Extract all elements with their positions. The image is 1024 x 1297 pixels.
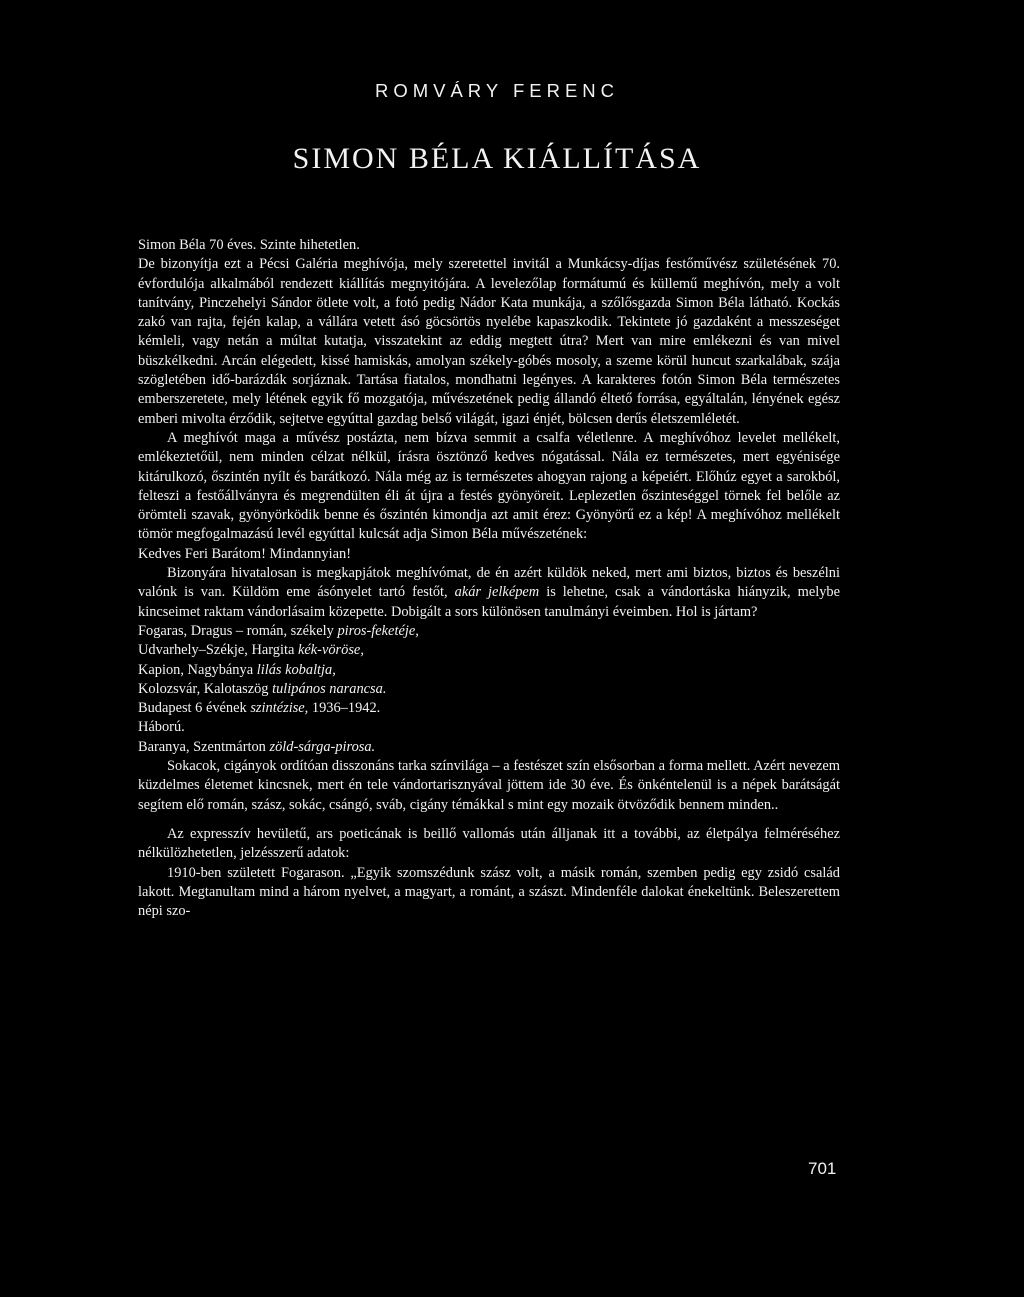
page-number: 701 xyxy=(808,1159,837,1178)
page xyxy=(122,80,842,921)
place-line xyxy=(138,738,840,757)
letter-text: Bizonyára hivatalosan is megkapjátok meghívómat, de én azért küldök neked, mert ami biztos, biztos és beszélni valónk is van. Küldöm eme ásónyelet tartó festőt, xyxy=(138,565,840,601)
paragraph-invitation: De bizonyítja ezt a Pécsi Galéria meghívója, mely szeretettel invitál a Munkácsy-díjas festőművész születésének 70. évfordulója alkalmából rendezett kiállítás megnyitójára. A levelezőlap formátumú és küllemű meghívón, mely a volt tanítvány, Pinczehelyi Sándor ötlete volt, a fotó pedig Nádor Kata munkája, a szőlősgazda Simon Béla látható. Kockás zakó van rajta, fején kalap, a vállára vetett ásó göcsörtös nyelébe kapaszkodik. Tekintete jó gazdaként a messzeséget kémleli, vagy netán a múltat kutatja, visszatekint az eddig megtett útra? Mert van mire emlékezni és van mivel büszkélkedni. Arcán elégedett, kissé hamiskás, amolyan székely-góbés mosoly, a szeme körül huncut szarkalábak, szája szögletében idő-barázdák sorjáznak. Tartása fiatalos, mondhatni legényes. A karakteres fotón Simon Béla természetes emberszeretete, mely létének egyik fő mozgatója, művészetének pedig állandó éltető forrása, egyáltalán, lényének egész emberi mivolta érződik, sejtetve egyúttal gazdag belső világát, igazi énjét, bölcsen derűs életszemléletét. xyxy=(138,256,840,427)
place-color: kék-vöröse, xyxy=(298,642,364,659)
paragraph-intro: Simon Béla 70 éves. Szinte hihetetlen. xyxy=(138,237,360,253)
place-text: Budapest 6 évének xyxy=(138,700,247,717)
place-color: szintézise, xyxy=(250,700,309,717)
letter-paragraph-2: Sokacok, cigányok ordítóan disszonáns tarka színvilága – a festészet szín elsősorban a forma mellett. Azért nevezem küzdelmes életemet kincsnek, mert én tele vándortarisznyával jöttem ide 30 éve. És önkéntelenül is a népek barátságát segítem elő román, szász, sokác, csángó, sváb, cigány témákkal s mint egy mozaik ötvöződik bennem minden.. xyxy=(138,758,840,813)
author-name: ROMVÁRY FERENC xyxy=(374,80,620,101)
place-color: lilás kobaltja, xyxy=(256,661,336,678)
letter-paragraph-1 xyxy=(138,564,840,622)
paragraph-letter-intro: A meghívót maga a művész postázta, nem bízva semmit a csalfa véletlenre. A meghívóhoz levelet mellékelt, emlékeztetőül, nem minden célzat nélkül, írásra ösztönző kedves nógatással. Nála ez természetes, mert egyénisége kitárulkozó, őszintén nyílt és barátkozó. Nála még az is természetes ahogyan rajong a képeiért. Előhúz egyet a sarokból, felteszi a festőállványra és megrendülten éli át újra a festés gyönyöreit. Leplezetlen őszinteséggel törnek fel belőle az örömteli szavak, gyönyörködik benne és őszintén kimondja azt amit érez: Gyönyörű ez a kép! A meghívóhoz mellékelt tömör megfogalmazású levél egyúttal kulcsát adja Simon Béla művészetének: xyxy=(138,429,840,543)
place-line xyxy=(138,718,840,737)
article-body xyxy=(138,236,840,921)
place-line xyxy=(138,641,840,660)
place-text: Fogaras, Dragus – román, székely xyxy=(138,622,334,639)
place-text: Háború. xyxy=(138,719,185,736)
letter-greeting: Kedves Feri Barátom! Mindannyian! xyxy=(138,545,352,562)
letter-text: is lehetne, csak a vándortáska hiányzik, melybe kincseimet raktam vándorlásaim közepette. Dobigált a sors különösen tanulmányi éveimben. Hol is jártam? xyxy=(138,584,840,620)
place-text: Kapion, Nagybánya xyxy=(138,661,254,678)
paragraph-biography: 1910-ben született Fogarason. „Egyik szomszédunk szász volt, a másik román, szemben pedig egy zsidó család lakott. Megtanultam mind a három nyelvet, a magyart, a románt, a szászt. Mindenféle dalokat énekeltünk. Beleszerettem népi szo- xyxy=(138,864,840,920)
place-line xyxy=(138,622,840,641)
place-years: 1936–1942. xyxy=(311,700,381,717)
letter-emphasis: akár jelképem xyxy=(454,584,540,601)
article-title: SIMON BÉLA KIÁLLÍTÁSA xyxy=(292,142,702,175)
place-color: zöld-sárga-pirosa. xyxy=(269,738,376,755)
place-line xyxy=(138,699,840,718)
place-line xyxy=(138,680,840,699)
place-color: piros-feketéje, xyxy=(337,622,419,639)
place-color: tulipános narancsa. xyxy=(272,680,387,697)
place-text: Baranya, Szentmárton xyxy=(138,738,266,755)
place-line xyxy=(138,661,840,680)
place-text: Kolozsvár, Kalotaszög xyxy=(138,680,269,697)
place-text: Udvarhely–Székje, Hargita xyxy=(138,642,295,659)
paragraph-data-intro: Az expresszív hevületű, ars poeticának is beillő vallomás után álljanak itt a további, az életpálya felméréséhez nélkülözhetetlen, jelzésszerű adatok: xyxy=(138,825,840,862)
